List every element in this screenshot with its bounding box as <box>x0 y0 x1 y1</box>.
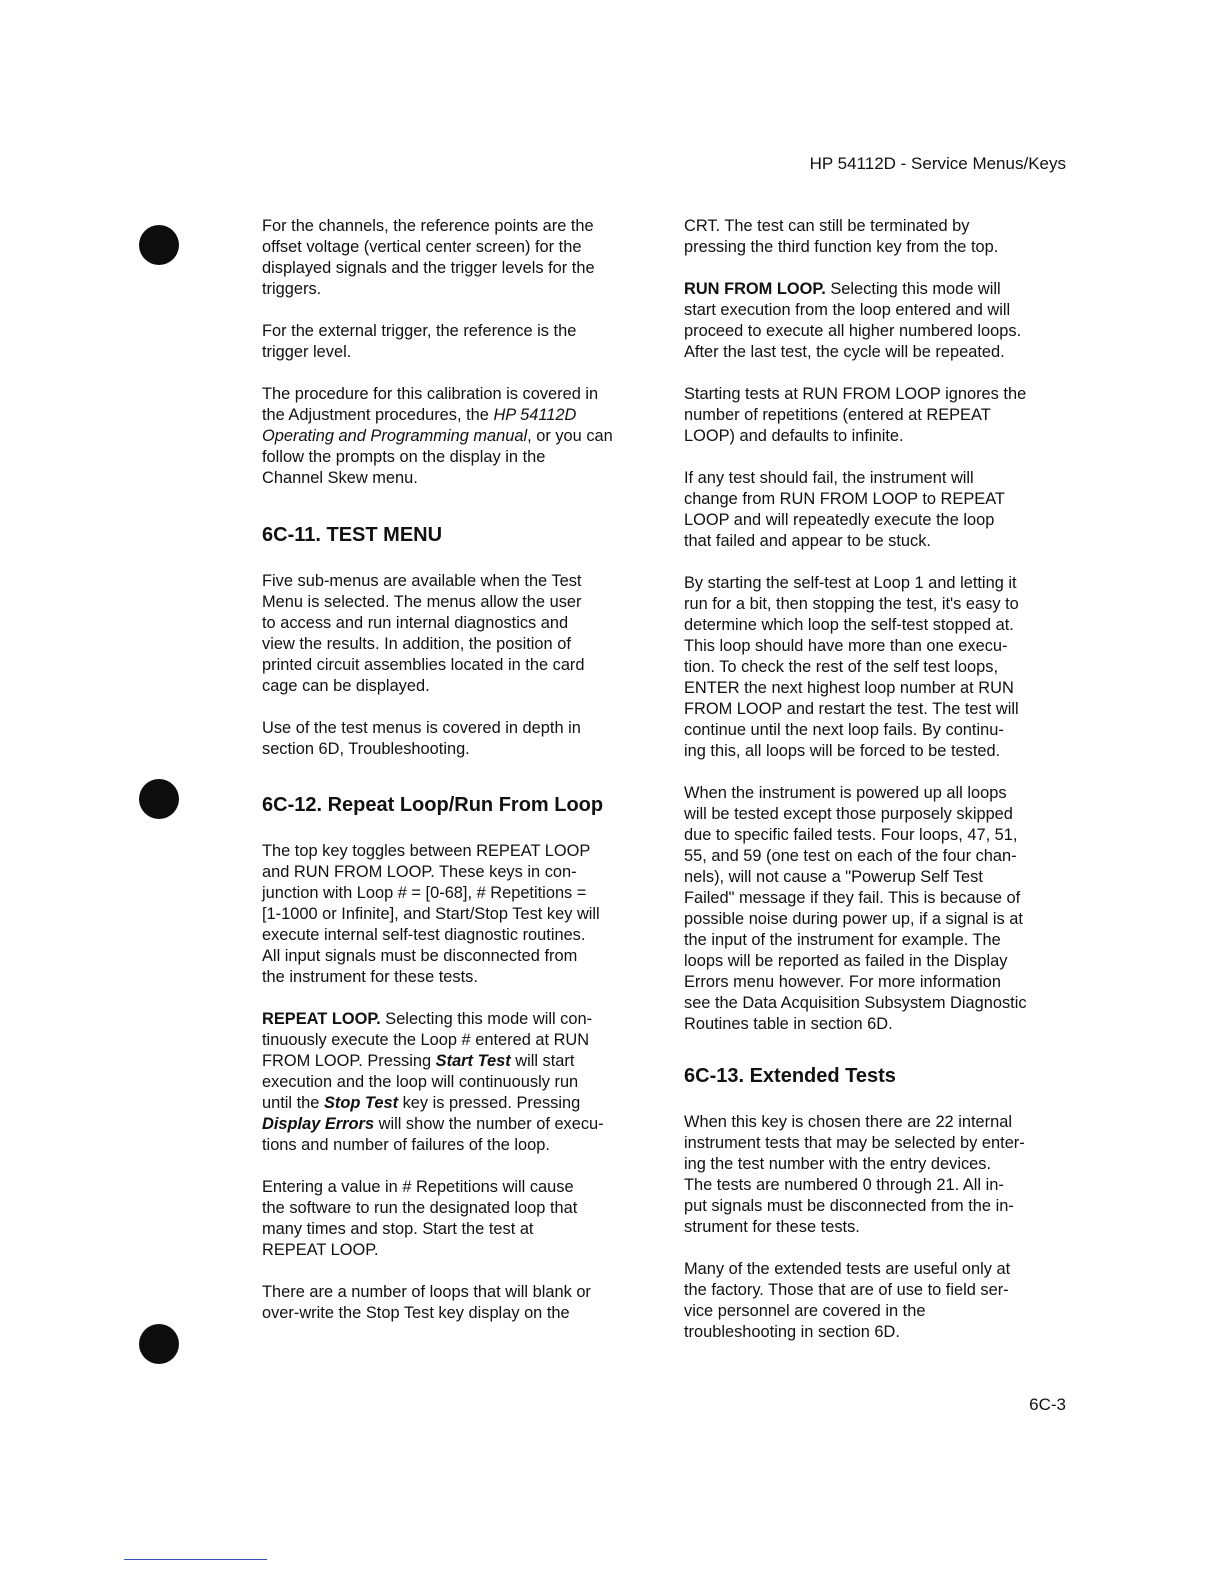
right-column <box>684 216 1079 1364</box>
paragraph-top-key-toggle: The top key toggles between REPEAT LOOP and RUN FROM LOOP. These keys in con- junction with Loop # = [0-68], # Repetitions = [1-1000 or Infinite], and Start/Stop Test key will execute internal self-test diagnostic routines. All input signals must be disconnected from the instrument for these tests. <box>262 842 600 986</box>
key-name-stop-test: Stop Test <box>323 1094 399 1112</box>
paragraph-run-from-loop-mode <box>684 279 1079 363</box>
paragraph-test-fail: If any test should fail, the instrument will change from RUN FROM LOOP to REPEAT LOOP and will repeatedly execute the loop that failed and appear to be stuck. <box>684 469 1005 550</box>
footnote-rule <box>124 1559 267 1560</box>
section-heading-test-menu: 6C-11. TEST MENU <box>262 524 443 546</box>
running-head: HP 54112D - Service Menus/Keys <box>809 154 1066 173</box>
page-number: 6C-3 <box>1029 1395 1066 1414</box>
paragraph-calibration-procedure <box>262 384 657 489</box>
manual-title: HP 54112D Operating and Programming manual <box>262 406 577 445</box>
section-heading-extended-tests: 6C-13. Extended Tests <box>684 1065 896 1087</box>
paragraph-repetitions: Entering a value in # Repetitions will cause the software to run the designated loop that many times and stop. Start the test at REPEAT LOOP. <box>262 1178 578 1259</box>
paragraph-internal-tests: When this key is chosen there are 22 internal instrument tests that may be selected by enter- ing the test number with the entry devices. The tests are numbered 0 through 21. All in- put signals must be disconnected from the in- strument for these tests. <box>684 1113 1025 1236</box>
text-span: The procedure for this calibration is covered in the Adjustment procedures, the <box>262 385 599 424</box>
paragraph-factory-tests: Many of the extended tests are useful only at the factory. Those that are of use to field ser- vice personnel are covered in the troubleshooting in section 6D. <box>684 1260 1011 1341</box>
binder-hole-bottom <box>139 1324 179 1364</box>
run-in-heading: REPEAT LOOP. <box>262 1010 381 1028</box>
paragraph-blank-loops: There are a number of loops that will blank or over-write the Stop Test key display on the <box>262 1283 591 1322</box>
section-heading-repeat-loop: 6C-12. Repeat Loop/Run From Loop <box>262 794 604 816</box>
left-column <box>262 216 657 1345</box>
paragraph-crt-terminate: CRT. The test can still be terminated by pressing the third function key from the top. <box>684 217 999 256</box>
text-span: Selecting this mode will con- tinuously execute the Loop # entered at RUN FROM LOOP. Pressing <box>262 1010 593 1070</box>
text-span: Selecting this mode will start execution from the loop entered and will proceed to execute all higher numbered loops. After the last test, the cycle will be repeated. <box>684 280 1022 361</box>
paragraph-self-test-loop: By starting the self-test at Loop 1 and letting it run for a bit, then stopping the test, it's easy to determine which loop the self-test stopped at. This loop should have more than one execu- tion. To check the rest of the self test loops, ENTER the next highest loop number at RUN FROM LOOP and restart the test. The test will continue until the next loop fails. By continu- ing this, all loops will be forced to be tested. <box>684 574 1019 760</box>
paragraph-power-up: When the instrument is powered up all loops will be tested except those purposely skipped due to specific failed tests. Four loops, 47, 51, 55, and 59 (one test on each of the four chan- nels), will not cause a "Powerup Self Test Failed" message if they fail. This is because of possible noise during power up, if a signal is at the input of the instrument for example. The loops will be reported as failed in the Display Errors menu however. For more information see the Data Acquisition Subsystem Diagnostic Routines table in section 6D. <box>684 784 1027 1033</box>
text-span: will show the number of execu- tions and number of failures of the loop. <box>262 1115 604 1154</box>
key-name-display-errors: Display Errors <box>262 1115 375 1133</box>
binder-hole-top <box>139 225 179 265</box>
paragraph-ignores-repetitions: Starting tests at RUN FROM LOOP ignores the number of repetitions (entered at REPEAT LOOP) and defaults to infinite. <box>684 385 1027 445</box>
paragraph-test-menus-usage: Use of the test menus is covered in depth in section 6D, Troubleshooting. <box>262 719 581 758</box>
paragraph-sub-menus: Five sub-menus are available when the Test Menu is selected. The menus allow the user to access and run internal diagnostics and view the results. In addition, the position of printed circuit assemblies located in the card cage can be displayed. <box>262 572 585 695</box>
run-in-heading: RUN FROM LOOP. <box>684 280 826 298</box>
paragraph-reference-points: For the channels, the reference points are the offset voltage (vertical center screen) for the displayed signals and the trigger levels for the triggers. <box>262 217 595 298</box>
binder-hole-middle <box>139 779 179 819</box>
text-span: will start execution and the loop will continuously run until the <box>262 1052 579 1112</box>
text-span: , or you can follow the prompts on the display in the Channel Skew menu. <box>262 427 613 487</box>
paragraph-external-trigger: For the external trigger, the reference is the trigger level. <box>262 322 577 361</box>
paragraph-repeat-loop-mode <box>262 1009 657 1156</box>
key-name-start-test: Start Test <box>435 1052 511 1070</box>
text-span: key is pressed. Pressing <box>402 1094 581 1112</box>
